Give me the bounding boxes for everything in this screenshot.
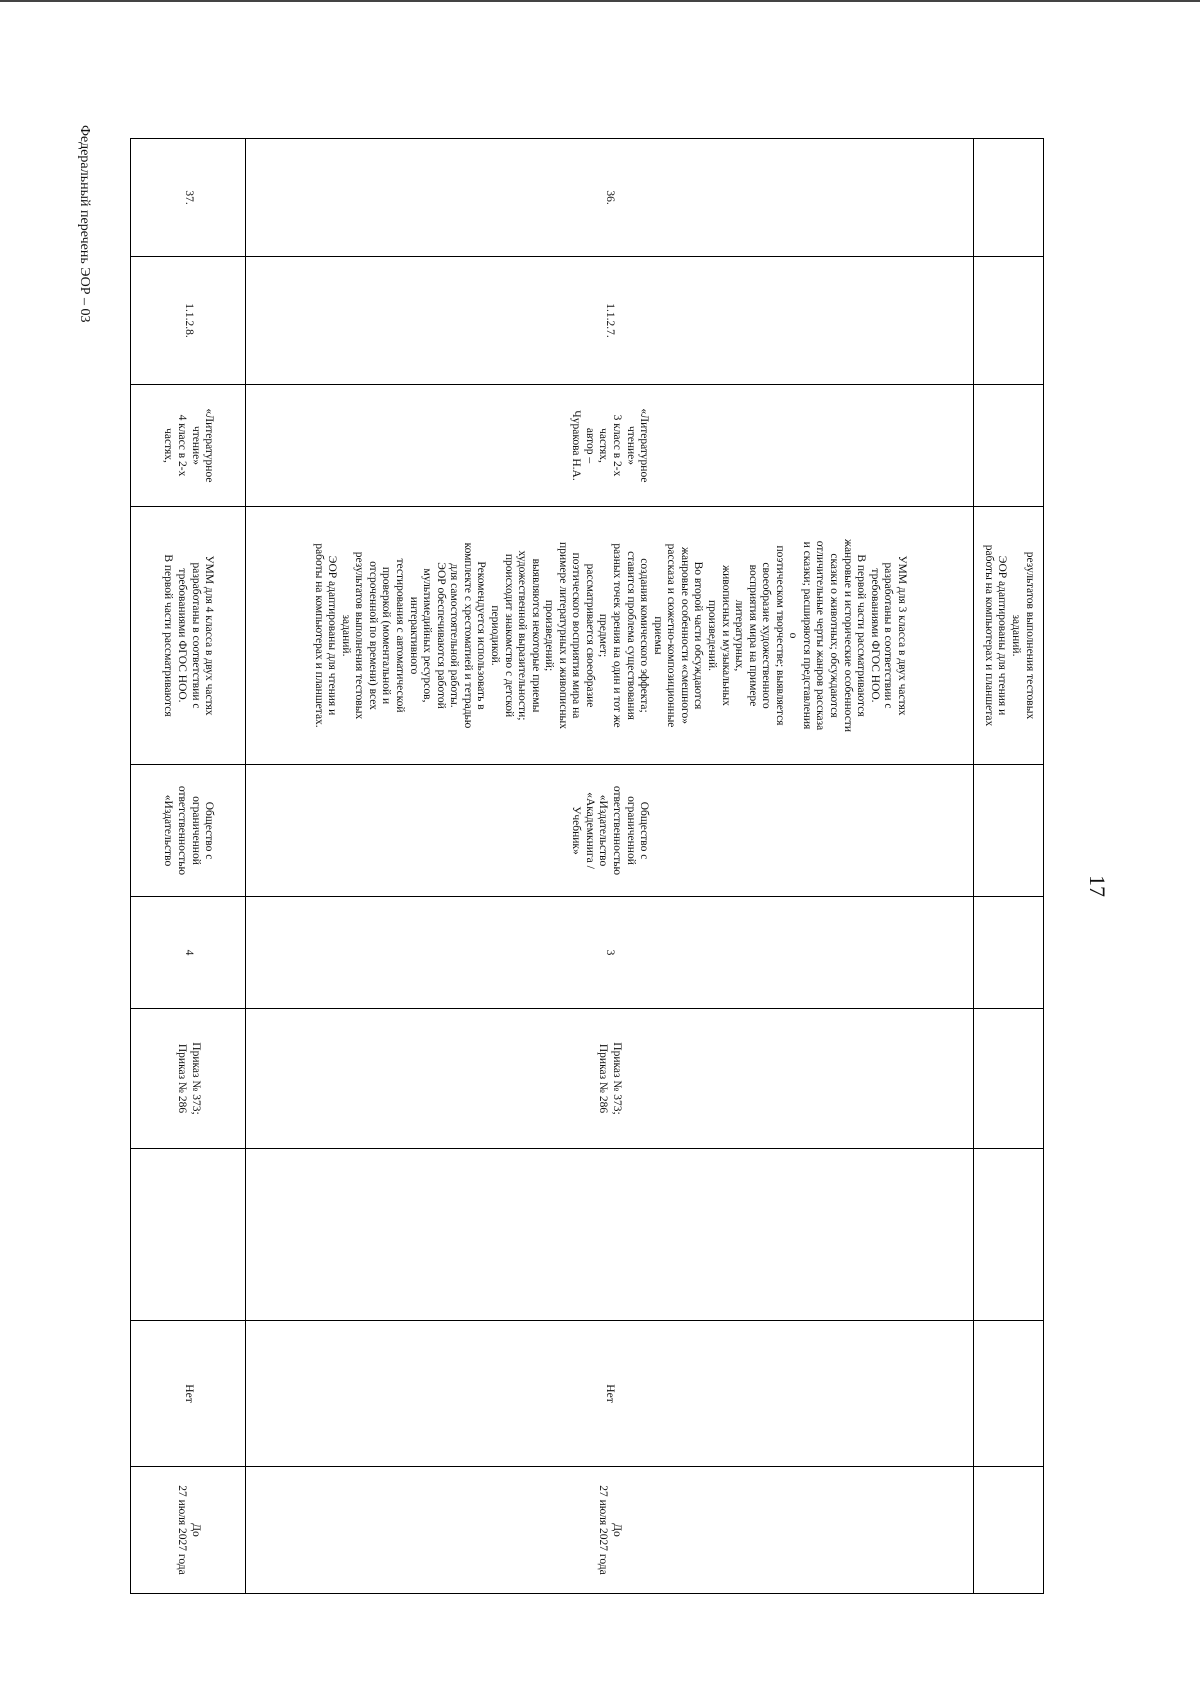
code-cell xyxy=(974,257,1044,385)
table-row xyxy=(974,139,1044,1594)
grade-cell xyxy=(974,897,1044,1009)
eor-table xyxy=(130,138,1044,1594)
code-cell: 1.1.2.8. xyxy=(131,257,246,385)
footer-text: Федеральный перечень ЭОР – 03 xyxy=(77,125,92,323)
purchase-cell: Нет xyxy=(131,1321,246,1467)
publisher-cell xyxy=(974,765,1044,897)
term-cell xyxy=(974,1467,1044,1594)
code-cell: 1.1.2.7. xyxy=(246,257,974,385)
row-number-cell: 37. xyxy=(131,139,246,257)
name-cell xyxy=(974,385,1044,507)
orders-cell xyxy=(974,1009,1044,1149)
publisher-cell: Общество с ограниченной ответственностью «Издательство «Академкнига / Учебник» xyxy=(246,765,974,897)
grade-cell: 4 xyxy=(131,897,246,1009)
table-row xyxy=(246,139,974,1594)
row-number-cell xyxy=(974,139,1044,257)
name-cell: «Литературное чтение» 3 класс в 2-х частях, автор – Чуракова Н.А. xyxy=(246,385,974,507)
extra-cell xyxy=(131,1149,246,1321)
purchase-cell: Нет xyxy=(246,1321,974,1467)
orders-cell: Приказ № 373; Приказ № 286 xyxy=(131,1009,246,1149)
grade-cell: 3 xyxy=(246,897,974,1009)
purchase-cell xyxy=(974,1321,1044,1467)
description-cell: УММ для 3 класса в двух частях разработаны в соответствии с требованиями ФГОС НОО. В первой части рассматриваются жанровые и исторические особенности сказки о животных; обсуждаются отличительные черты жанров рассказа и сказки; расширяются представления о поэтическом творчестве; выявляется своеобразие художественного восприятия мира на примере литературных, живописных и музыкальных произведений. Во второй части обсуждаются жанровые особенности «смешного» рассказа и сюжетно-композиционные приемы создания комического эффекта; ставится проблема существования разных точек зрения на один и тот же предмет; рассматривается своеобразие поэтического восприятия мира на примере литературных и живописных произведений; выявляются некоторые приемы художественной выразительности; происходит знакомство с детской периодикой. Рекомендуется использовать в комплекте с хрестоматией и тетрадью для самостоятельной работы. ЭОР обеспечиваются работой мультимедийных ресурсов, интерактивного тестирования с автоматической проверкой (моментальной и отсроченной по времени) всех результатов выполнения тестовых заданий. ЭОР адаптированы для чтения и работы на компьютерах и планшетах. xyxy=(246,507,974,765)
extra-cell xyxy=(974,1149,1044,1321)
description-cell: результатов выполнения тестовых заданий. ЭОР адаптированы для чтения и работы на компьютерах и планшетах xyxy=(974,507,1044,765)
name-cell: «Литературное чтение» 4 класс в 2-х частях, xyxy=(131,385,246,507)
row-number-cell: 36. xyxy=(246,139,974,257)
page-number: 17 xyxy=(1085,875,1110,897)
table-row xyxy=(131,139,246,1594)
extra-cell xyxy=(246,1149,974,1321)
term-cell: До 27 июля 2027 года xyxy=(131,1467,246,1594)
orders-cell: Приказ № 373; Приказ № 286 xyxy=(246,1009,974,1149)
publisher-cell: Общество с ограниченной ответственностью «Издательство xyxy=(131,765,246,897)
description-cell: УММ для 4 класса в двух частях разработаны в соответствии с требованиями ФГОС НОО. В первой части рассматриваются xyxy=(131,507,246,765)
term-cell: До 27 июля 2027 года xyxy=(246,1467,974,1594)
